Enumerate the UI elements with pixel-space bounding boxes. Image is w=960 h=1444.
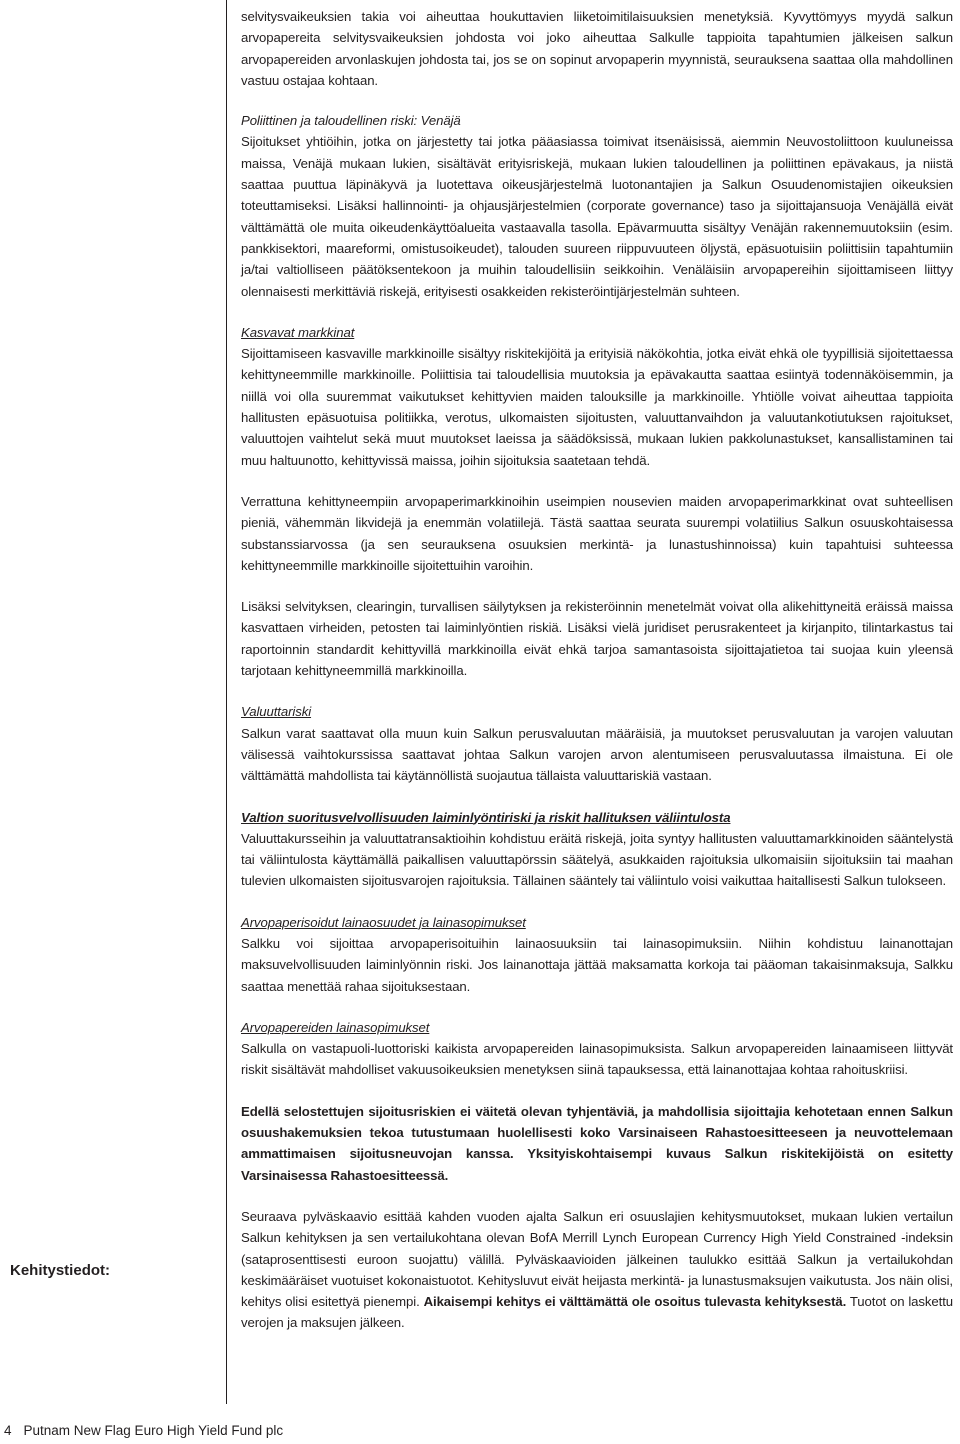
risk-disclaimer: Edellä selostettujen sijoitusriskien ei väitetä olevan tyhjentäviä, ja mahdollisia sijoittajia kehotetaan ennen Salkun osuushakemuksien tekoa tutustumaan huolellisesti koko Varsinaiseen Rahastoesitteeseen ja neuvottelemaan ammattimaisen sijoitusneuvojan kanssa. Yksityiskohtaisempi kuvaus Salkun riskitekijöistä on esitetty Varsinaisessa Rahastoesitteessä.	[241, 1103, 953, 1183]
sovereign-risk-section	[241, 807, 953, 892]
securities-lending-section	[241, 1017, 953, 1081]
emerging-paragraph-3: Lisäksi selvityksen, clearingin, turvallisen säilytyksen ja rekisteröinnin menetelmät voivat olla alikehittyneitä eräissä maissa kasvattaen virheiden, petosten tai laiminlyöntien riskiä. Lisäksi vielä juridiset perusrakenteet ja kirjanpito, tilintarkastus tai raportoinnin standardit kehittyvillä markkinoilla eivät ehkä tarjoa samantasoista sijoittajatietoa tai suojaa kuin yleensä tarjotaan kehittyneemmillä markkinoilla.	[241, 599, 953, 679]
sovereign-risk-paragraph: Valuuttakursseihin ja valuuttatransaktioihin kohdistuu eräitä riskejä, joita syntyy hallitusten valuuttamarkkinoiden sääntelystä tai väliintulosta käyttämällä paikallisen valuuttapörssin säätelyä, asukkaiden rajoituksia ulkomaisiin sijoituksiin tai maahan tulevien ulkomaisten sijoitusvarojen rajoituksia. Tällainen sääntely tai väliintulo voisi vaikuttaa haitallisesti Salkun tulokseen.	[241, 830, 953, 889]
emerging-paragraph-2: Verrattuna kehittyneempiin arvopaperimarkkinoihin useimpien nousevien maiden arvopaperimarkkinat ovat suhteellisen pieniä, vähemmän likvidejä ja enemmän volatiilejä. Tästä saattaa seurata suurempi volatiilius Salkun osuuskohtaisessa substanssiarvossa (ja sen seurauksena osuuksien merkintä- ja lunastushinnoissa) kuin tapahtuisi suhteessa kehittyneemmille markkinoille sijoitettuihin varoihin.	[241, 493, 953, 573]
securitised-loans-heading: Arvopaperisoidut lainaosuudet ja lainasopimukset	[241, 914, 526, 930]
russia-heading: Poliittinen ja taloudellinen riski: Venäjä	[241, 113, 461, 129]
emerging-markets-section	[241, 322, 953, 681]
performance-block	[241, 1206, 953, 1334]
performance-tail: Tuotot on laskettu verojen ja maksujen jälkeen.	[241, 1294, 953, 1331]
securities-lending-heading: Arvopapereiden lainasopimukset	[241, 1019, 430, 1035]
performance-paragraph	[241, 1206, 953, 1334]
emerging-markets-heading: Kasvavat markkinat	[241, 324, 355, 340]
sovereign-risk-heading: Valtion suoritusvelvollisuuden laiminlyöntiriski ja riskit hallituksen väliintulosta	[241, 809, 731, 825]
performance-section-label: Kehitystiedot:	[10, 1262, 111, 1279]
securitised-loans-section	[241, 912, 953, 997]
page-number: 4	[4, 1423, 12, 1438]
disclaimer-block	[241, 1101, 953, 1186]
main-content	[241, 6, 953, 1334]
performance-warning: Aikaisempi kehitys ei välttämättä ole osoitus tulevasta kehityksestä.	[423, 1294, 847, 1310]
left-margin-column	[0, 0, 227, 1404]
russia-paragraph: Sijoitukset yhtiöihin, jotka on järjestetty tai jotka pääasiassa toimivat itsenäisissä, aiemmin Neuvostoliittoon kuuluneissa maissa, Venäjä mukaan lukien, sisältävät erityisriskejä, mukaan lukien taloudellinen ja poliittinen epävakaus, ja niistä saattaa puuttua läpinäkyvä ja luotettava oikeusjärjestelmä luotonantajien ja Salkun Osuudenomistajien oikeuksien toteuttamiseksi. Lisäksi hallinnointi- ja ohjausjärjestelmien (corporate governance) taso ja sijoittajansuoja Venäjällä eivät välttämättä ole muita oikeudenkäyttöalueita vastaavalla tasolla. Epävarmuutta sisältyy Venäjän rakennemuutoksiin (esim. pankkisektori, maareformi, omistusoikeudet), talouden suureen riippuvuuteen öljystä, epäsuotuisiin poliittisiin tapahtumiin ja/tai valtiolliseen päätöksentekoon ja muihin taloudellisiin seikkoihin. Venäläisiin arvopapereihin sijoittamiseen liittyy olennaisesti merkittäviä riskejä, erityisesti osakkeiden rekisteröintijärjestelmän suhteen.	[241, 134, 953, 299]
intro-block	[241, 6, 953, 91]
emerging-paragraph-1: Sijoittamiseen kasvaville markkinoille sisältyy riskitekijöitä ja erityisiä näkökohtia, jotka eivät ehkä ole tyypillisiä sijoitettaessa kehittyneemmille markkinoille. Poliittisia tai taloudellisia muutoksia ja epävakautta saattaa esiintyä todennäköisemmin, ja niillä voi olla suuremmat vaikutukset kehittyvien maiden talouksille ja markkinoille. Yhtiölle voivat aiheuttaa tappioita hallitusten epäsuotuisa politiikka, verotus, ulkomaisten sijoitusten, valuuttanvaihdon ja valuutankotiutuksen rajoitukset, valuuttojen vaihtelut sekä muut muutokset laeissa ja säädöksissä, mukaan lukien pakkolunastukset, kansallistaminen tai muu haltuunotto, kehittyvissä maissa, joihin sijoituksia saatetaan tehdä.	[241, 346, 953, 468]
currency-risk-heading: Valuuttariski	[241, 704, 312, 720]
performance-text: Seuraava pylväskaavio esittää kahden vuoden ajalta Salkun eri osuuslajien kehitysmuutokset, mukaan lukien vertailun Salkun kehityksen ja sen vertailukohtana olevan BofA Merrill Lynch European Currency High Yield Constrained -indeksin (sataprosenttisesti euroon suojattu) välillä. Pylväskaavioiden jälkeinen taulukko esittää Salkun ja vertailukohdan keskimääräiset vuotuiset kokonaistuotot. Kehitysluvut eivät heijasta merkintä- ja lunastusmaksujen vaikutusta. Jos näin olisi, kehitys olisi esitettyä pienempi.	[241, 1208, 953, 1310]
intro-paragraph: selvitysvaikeuksien takia voi aiheuttaa houkuttavien liiketoimitilaisuuksien menetyksiä. Kyvyttömyys myydä salkun arvopapereita selvitysvaikeuksien johdosta voi joko aiheuttaa Salkulle tappioita tapahtumien jälkeisen salkun arvopapereiden arvonlaskujen johdosta tai, jos se on sopinut arvopaperin myynnistä, seurauksena saattaa olla mahdollinen vastuu ostajaa kohtaan.	[241, 9, 953, 88]
currency-risk-section	[241, 701, 953, 786]
russia-section	[241, 110, 953, 302]
securitised-loans-paragraph: Salkku voi sijoittaa arvopaperisoituihin lainaosuuksiin tai lainasopimuksiin. Niihin kohdistuu lainanottajan maksuvelvollisuuden laiminlyönnin riski. Jos lainanottaja jättää maksamatta korkoja tai pääoman takaisinmaksuja, Salkku saattaa menettää rahaa sijoituksestaan.	[241, 935, 953, 994]
page-footer	[4, 1423, 283, 1438]
currency-risk-paragraph: Salkun varat saattavat olla muun kuin Salkun perusvaluutan määräisiä, ja muutokset perusvaluutan ja varojen valuutan välisessä vaihtokurssissa saattavat johtaa Salkun varojen arvon alentumiseen perusvaluutassa ilmaistuna. Ei ole välttämättä mahdollista tai käytännöllistä suojautua tällaista valuuttariskiä vastaan.	[241, 725, 953, 784]
securities-lending-paragraph: Salkulla on vastapuoli-luottoriski kaikista arvopapereiden lainasopimuksista. Salkun arvopapereiden lainaamiseen liittyvät riskit sisältävät mahdolliset vakuusoikeuksien menetyksen siinä tapauksessa, että lainanottajaa kohtaa rahoituskriisi.	[241, 1041, 953, 1078]
fund-name: Putnam New Flag Euro High Yield Fund plc	[23, 1423, 284, 1438]
